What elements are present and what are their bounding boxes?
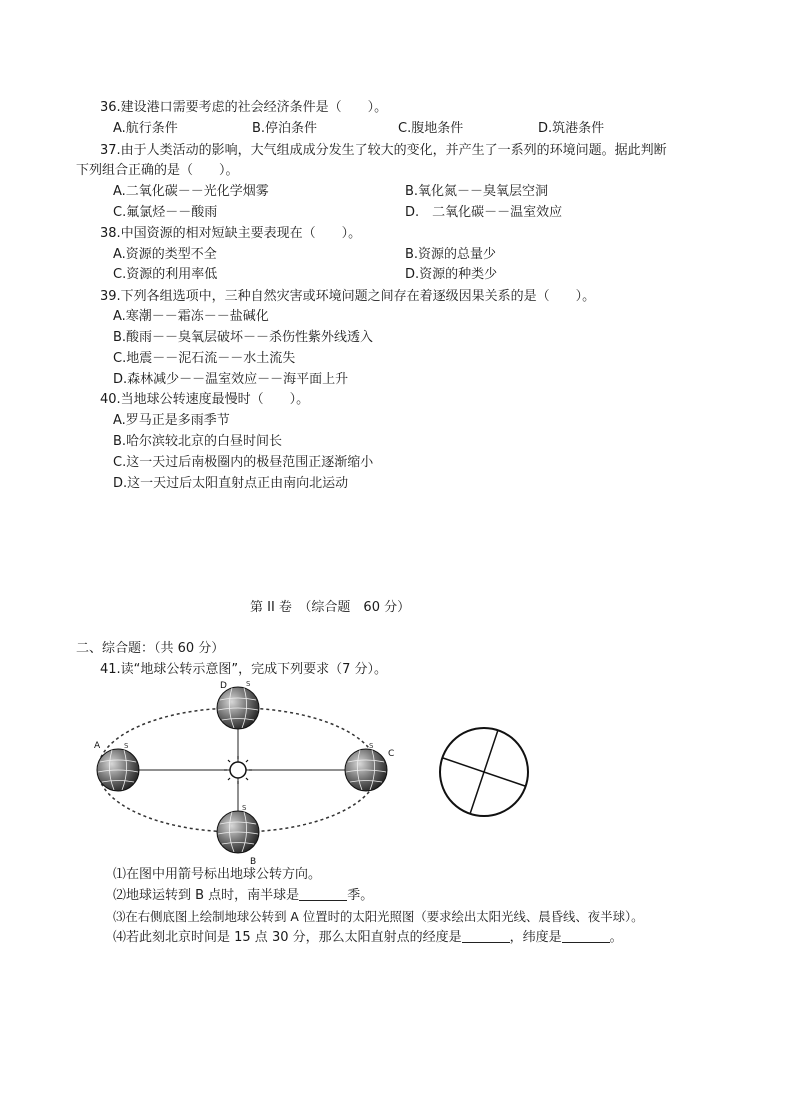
q40-option-a: A.罗马正是多雨季节: [113, 413, 230, 428]
q40-stem: 40.当地球公转速度最慢时（ ）。: [100, 392, 310, 407]
earth-position-b-icon: [217, 811, 259, 853]
q39-option-d: D.森林减少－－温室效应－－海平面上升: [113, 372, 349, 387]
q41-sub4: [113, 928, 623, 948]
label-d: D: [220, 681, 227, 691]
q39-option-a: A.寒潮－－霜冻－－盐碱化: [113, 309, 269, 324]
north-pole-marker-b: S: [242, 804, 247, 812]
q37-option-b: B.氧化氮－－臭氧层空洞: [405, 184, 549, 199]
q36-option-c: C.腹地条件: [398, 121, 464, 136]
q38-stem: 38.中国资源的相对短缺主要表现在（ ）。: [100, 226, 362, 241]
section2-heading: 二、综合题：（共 60 分）: [76, 641, 225, 656]
q40-option-b: B.哈尔滨较北京的白昼时间长: [113, 434, 283, 449]
q37-stem-line2: 下列组合正确的是（ ）。: [76, 163, 239, 178]
north-pole-marker-a: S: [124, 742, 129, 750]
q40-option-d: D.这一天过后太阳直射点正由南向北运动: [113, 476, 349, 491]
q37-option-a: A.二氧化碳－－光化学烟雾: [113, 184, 269, 199]
north-pole-marker-c: S: [369, 742, 374, 750]
q41-sub4-mid: ，纬度是: [509, 930, 562, 945]
section2-title: 第 II 卷 （综合题 60 分）: [250, 600, 411, 615]
earth-orbit-diagram: [86, 680, 416, 870]
q38-option-a: A.资源的类型不全: [113, 247, 217, 262]
label-c: C: [388, 749, 395, 759]
q41-sub2-post: 季。: [347, 888, 374, 903]
q37-option-c: C.氟氯烃－－酸雨: [113, 205, 218, 220]
q41-sub1: ⑴在图中用箭号标出地球公转方向。: [113, 867, 322, 882]
q39-option-b: B.酸雨－－臭氧层破坏－－杀伤性紫外线透入: [113, 330, 374, 345]
q38-option-d: D.资源的种类少: [405, 267, 498, 282]
q41-stem: 41.读“地球公转示意图”，完成下列要求（7 分）。: [100, 662, 388, 677]
q38-option-c: C.资源的利用率低: [113, 267, 218, 282]
label-b: B: [250, 857, 257, 867]
q41-sub2: [113, 886, 373, 906]
q36-option-b: B.停泊条件: [252, 121, 318, 136]
q39-option-c: C.地震－－泥石流－－水土流失: [113, 351, 296, 366]
earth-position-c-icon: [345, 749, 387, 791]
q41-sub4-latitude-blank[interactable]: [562, 928, 610, 943]
q39-stem: 39.下列各组选项中，三种自然灾害或环境问题之间存在着逐级因果关系的是（ ）。: [100, 289, 596, 304]
q36-stem: 36.建设港口需要考虑的社会经济条件是（ ）。: [100, 100, 388, 115]
q37-stem-line1: 37.由于人类活动的影响，大气组成成分发生了较大的变化，并产生了一系列的环境问题。据此判断: [100, 143, 667, 158]
q41-sub2-blank[interactable]: [299, 886, 347, 901]
q36-option-d: D.筑港条件: [538, 121, 605, 136]
label-a: A: [94, 741, 101, 751]
north-pole-marker-d: S: [246, 680, 251, 688]
q41-sub4-longitude-blank[interactable]: [462, 928, 510, 943]
q41-sub2-pre: ⑵地球运转到 B 点时，南半球是: [113, 888, 300, 903]
earth-position-a-icon: [97, 749, 139, 791]
q40-option-c: C.这一天过后南极圈内的极昼范围正逐渐缩小: [113, 455, 374, 470]
q41-sub4-pre: ⑷若此刻北京时间是 15 点 30 分，那么太阳直射点的经度是: [113, 930, 462, 945]
earth-position-d-icon: [217, 687, 259, 729]
q36-option-a: A.航行条件: [113, 121, 178, 136]
q41-sub3: ⑶在右侧底图上绘制地球公转到 A 位置时的太阳光照图（要求绘出太阳光线、晨昏线、夜半球）。: [113, 909, 644, 924]
q41-sub4-post: 。: [609, 930, 623, 945]
q37-option-d: D. 二氧化碳－－温室效应: [405, 205, 563, 220]
sunlight-base-map[interactable]: [434, 722, 534, 822]
q38-option-b: B.资源的总量少: [405, 247, 497, 262]
